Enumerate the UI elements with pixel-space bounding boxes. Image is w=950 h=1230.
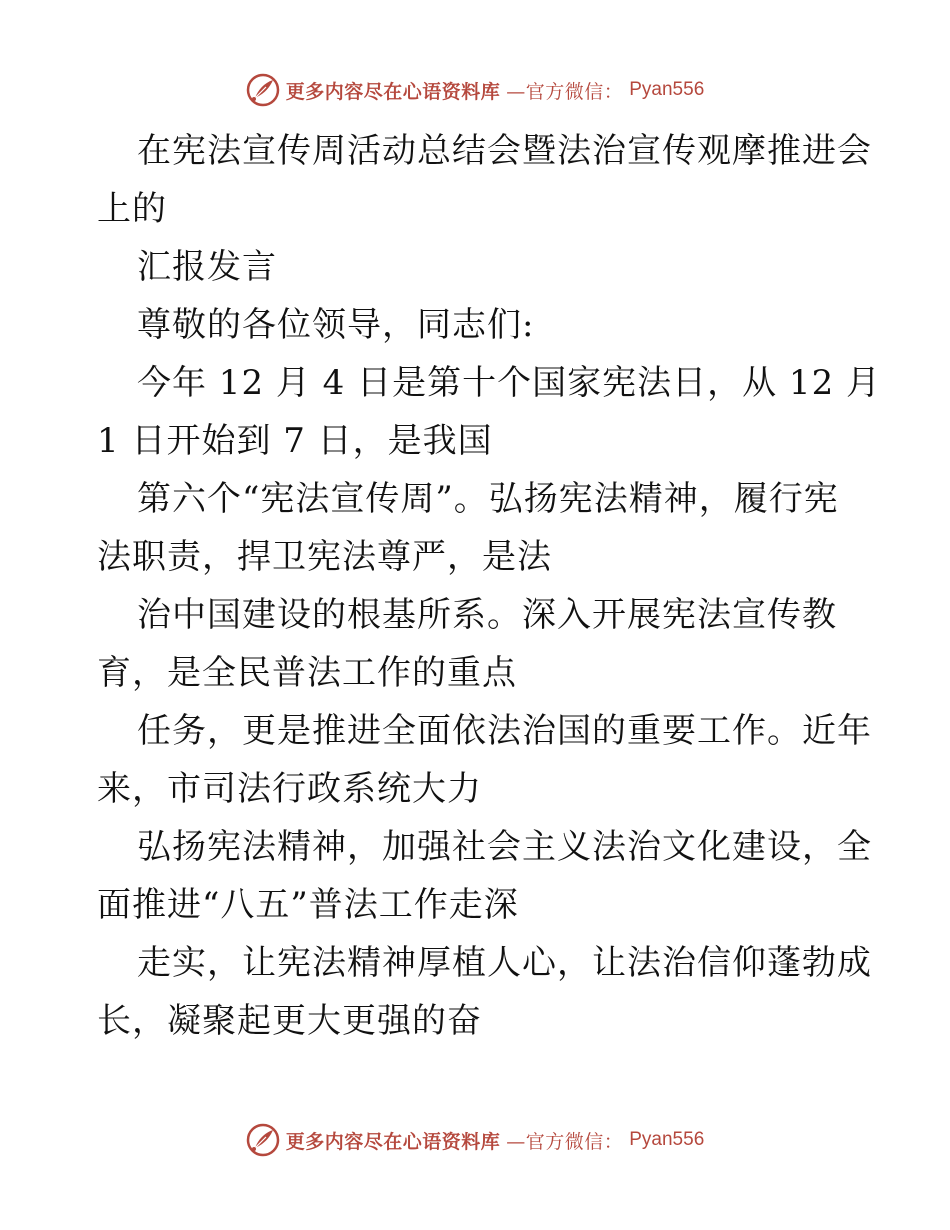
salutation-line: 尊敬的各位领导，同志们: bbox=[137, 305, 535, 345]
paragraph-line: 任务，更是推进全面依法治国的重要工作。近年 bbox=[137, 711, 872, 751]
paragraph-line: 走实，让宪法精神厚植人心，让法治信仰蓬勃成 bbox=[137, 943, 872, 983]
wechat-label: —官方微信： bbox=[506, 80, 624, 103]
paragraph-line: 今年 12 月 4 日是第十个国家宪法日，从 12 月 bbox=[137, 363, 882, 403]
footer-banner bbox=[0, 1120, 950, 1160]
paragraph-line: 治中国建设的根基所系。深入开展宪法宣传教 bbox=[137, 595, 837, 635]
site-name-text: 更多内容尽在心语资料库 bbox=[285, 1130, 501, 1153]
paragraph-line: 来，市司法行政系统大力 bbox=[97, 769, 482, 809]
paragraph-line: 1 日开始到 7 日，是我国 bbox=[97, 421, 493, 461]
title-line-2: 上的 bbox=[97, 189, 167, 229]
header-banner bbox=[0, 70, 950, 110]
paragraph-line: 弘扬宪法精神，加强社会主义法治文化建设，全 bbox=[137, 827, 872, 867]
feather-pen-logo-icon bbox=[246, 1123, 280, 1157]
paragraph-line: 法职责，捍卫宪法尊严，是法 bbox=[97, 537, 552, 577]
wechat-account: Pyan556 bbox=[629, 1129, 705, 1150]
title-line-1: 在宪法宣传周活动总结会暨法治宣传观摩推进会 bbox=[137, 131, 872, 171]
paragraph-line: 面推进“八五”普法工作走深 bbox=[97, 885, 519, 925]
paragraph-line: 长，凝聚起更大更强的奋 bbox=[97, 1001, 482, 1041]
paragraph-line: 育，是全民普法工作的重点 bbox=[97, 653, 517, 693]
wechat-account: Pyan556 bbox=[629, 79, 705, 100]
feather-pen-logo-icon bbox=[246, 73, 280, 107]
site-name-text: 更多内容尽在心语资料库 bbox=[285, 80, 501, 103]
paragraph-line: 第六个“宪法宣传周”。弘扬宪法精神，履行宪 bbox=[137, 479, 839, 519]
subtitle-line: 汇报发言 bbox=[137, 247, 277, 287]
wechat-label: —官方微信： bbox=[506, 1130, 624, 1153]
document-body bbox=[97, 122, 882, 1050]
